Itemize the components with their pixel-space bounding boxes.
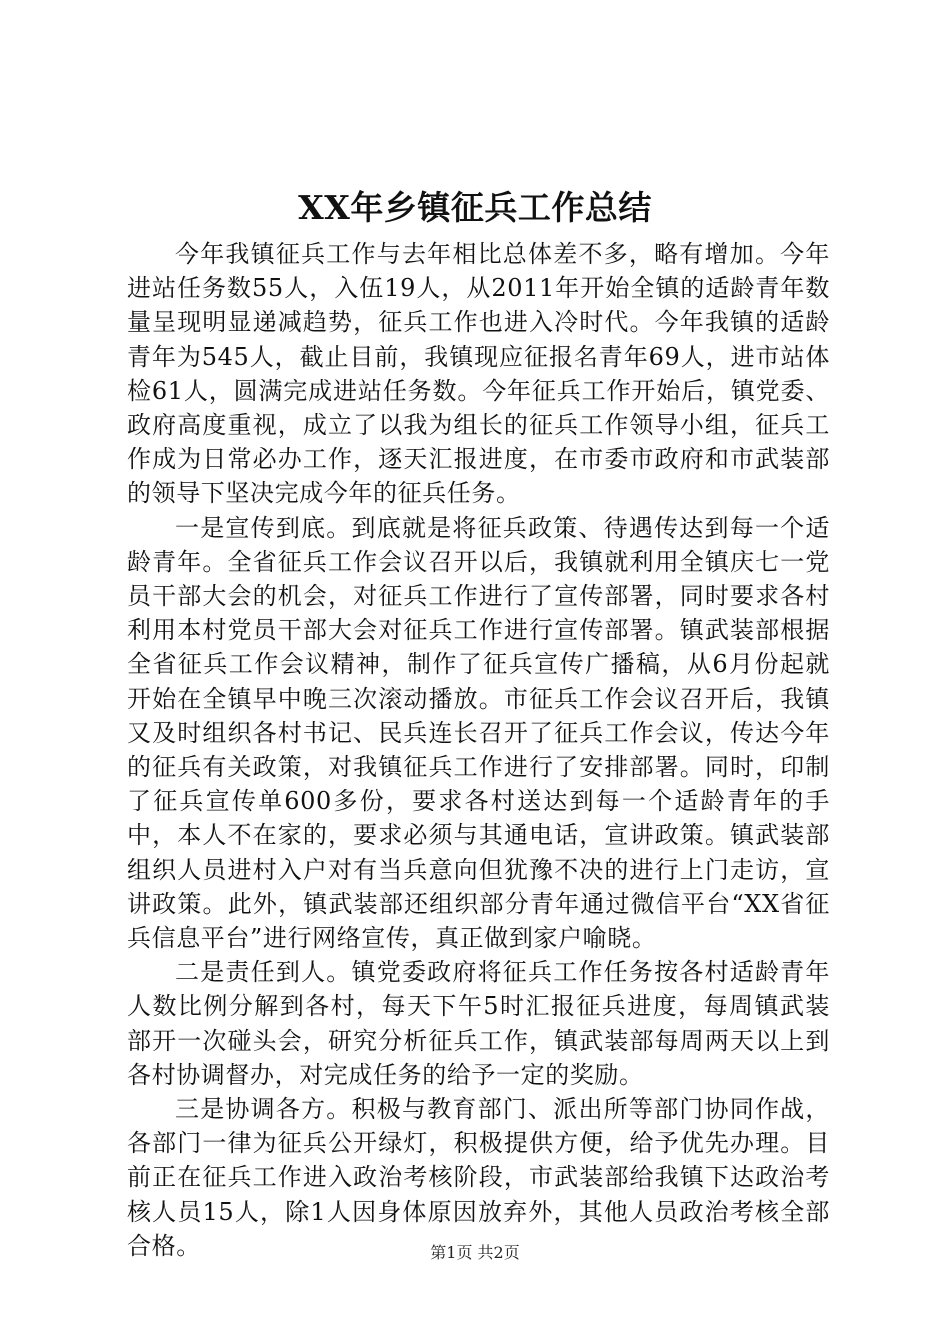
- paragraph-responsibility: 二是责任到人。镇党委政府将征兵工作任务按各村适龄青年人数比例分解到各村，每天下午5时汇报征兵进度，每周镇武装部开一次碰头会，研究分析征兵工作，镇武装部每周两天以上到各村协调督办，对完成任务的给予一定的奖励。: [127, 958, 830, 1089]
- paragraph-publicity: 一是宣传到底。到底就是将征兵政策、待遇传达到每一个适龄青年。全省征兵工作会议召开以后，我镇就利用全镇庆七一党员干部大会的机会，对征兵工作进行了宣传部署，同时要求各村利用本村党员干部大会对征兵工作进行宣传部署。镇武装部根据全省征兵工作会议精神，制作了征兵宣传广播稿，从6月份起就开始在全镇早中晚三次滚动播放。市征兵工作会议召开后，我镇又及时组织各村书记、民兵连长召开了征兵工作会议，传达今年的征兵有关政策，对我镇征兵工作进行了安排部署。同时，印制了征兵宣传单600多份，要求各村送达到每一个适龄青年的手中，本人不在家的，要求必须与其通电话，宣讲政策。镇武装部组织人员进村入户对有当兵意向但犹豫不决的进行上门走访，宣讲政策。此外，镇武装部还组织部分青年通过微信平台“XX省征兵信息平台”进行网络宣传，真正做到家户喻晓。: [127, 513, 830, 953]
- paragraph-coordination: 三是协调各方。积极与教育部门、派出所等部门协同作战，各部门一律为征兵公开绿灯，积极提供方便，给予优先办理。目前正在征兵工作进入政治考核阶段，市武装部给我镇下达政治考核人员15人，除1人因身体原因放弃外，其他人员政治考核全部合格。: [127, 1095, 830, 1260]
- paragraph-intro: 今年我镇征兵工作与去年相比总体差不多，略有增加。今年进站任务数55人，入伍19人，从2011年开始全镇的适龄青年数量呈现明显递减趋势，征兵工作也进入冷时代。今年我镇的适龄青年为545人，截止目前，我镇现应征报名青年69人，进市站体检61人，圆满完成进站任务数。今年征兵工作开始后，镇党委、政府高度重视，成立了以我为组长的征兵工作领导小组，征兵工作成为日常必办工作，逐天汇报进度，在市委市政府和市武装部的领导下坚决完成今年的征兵任务。: [127, 240, 830, 508]
- document-title: XX年乡镇征兵工作总结: [298, 188, 652, 227]
- document-body: [127, 237, 830, 1263]
- page-footer: 第1页 共2页: [430, 1243, 520, 1262]
